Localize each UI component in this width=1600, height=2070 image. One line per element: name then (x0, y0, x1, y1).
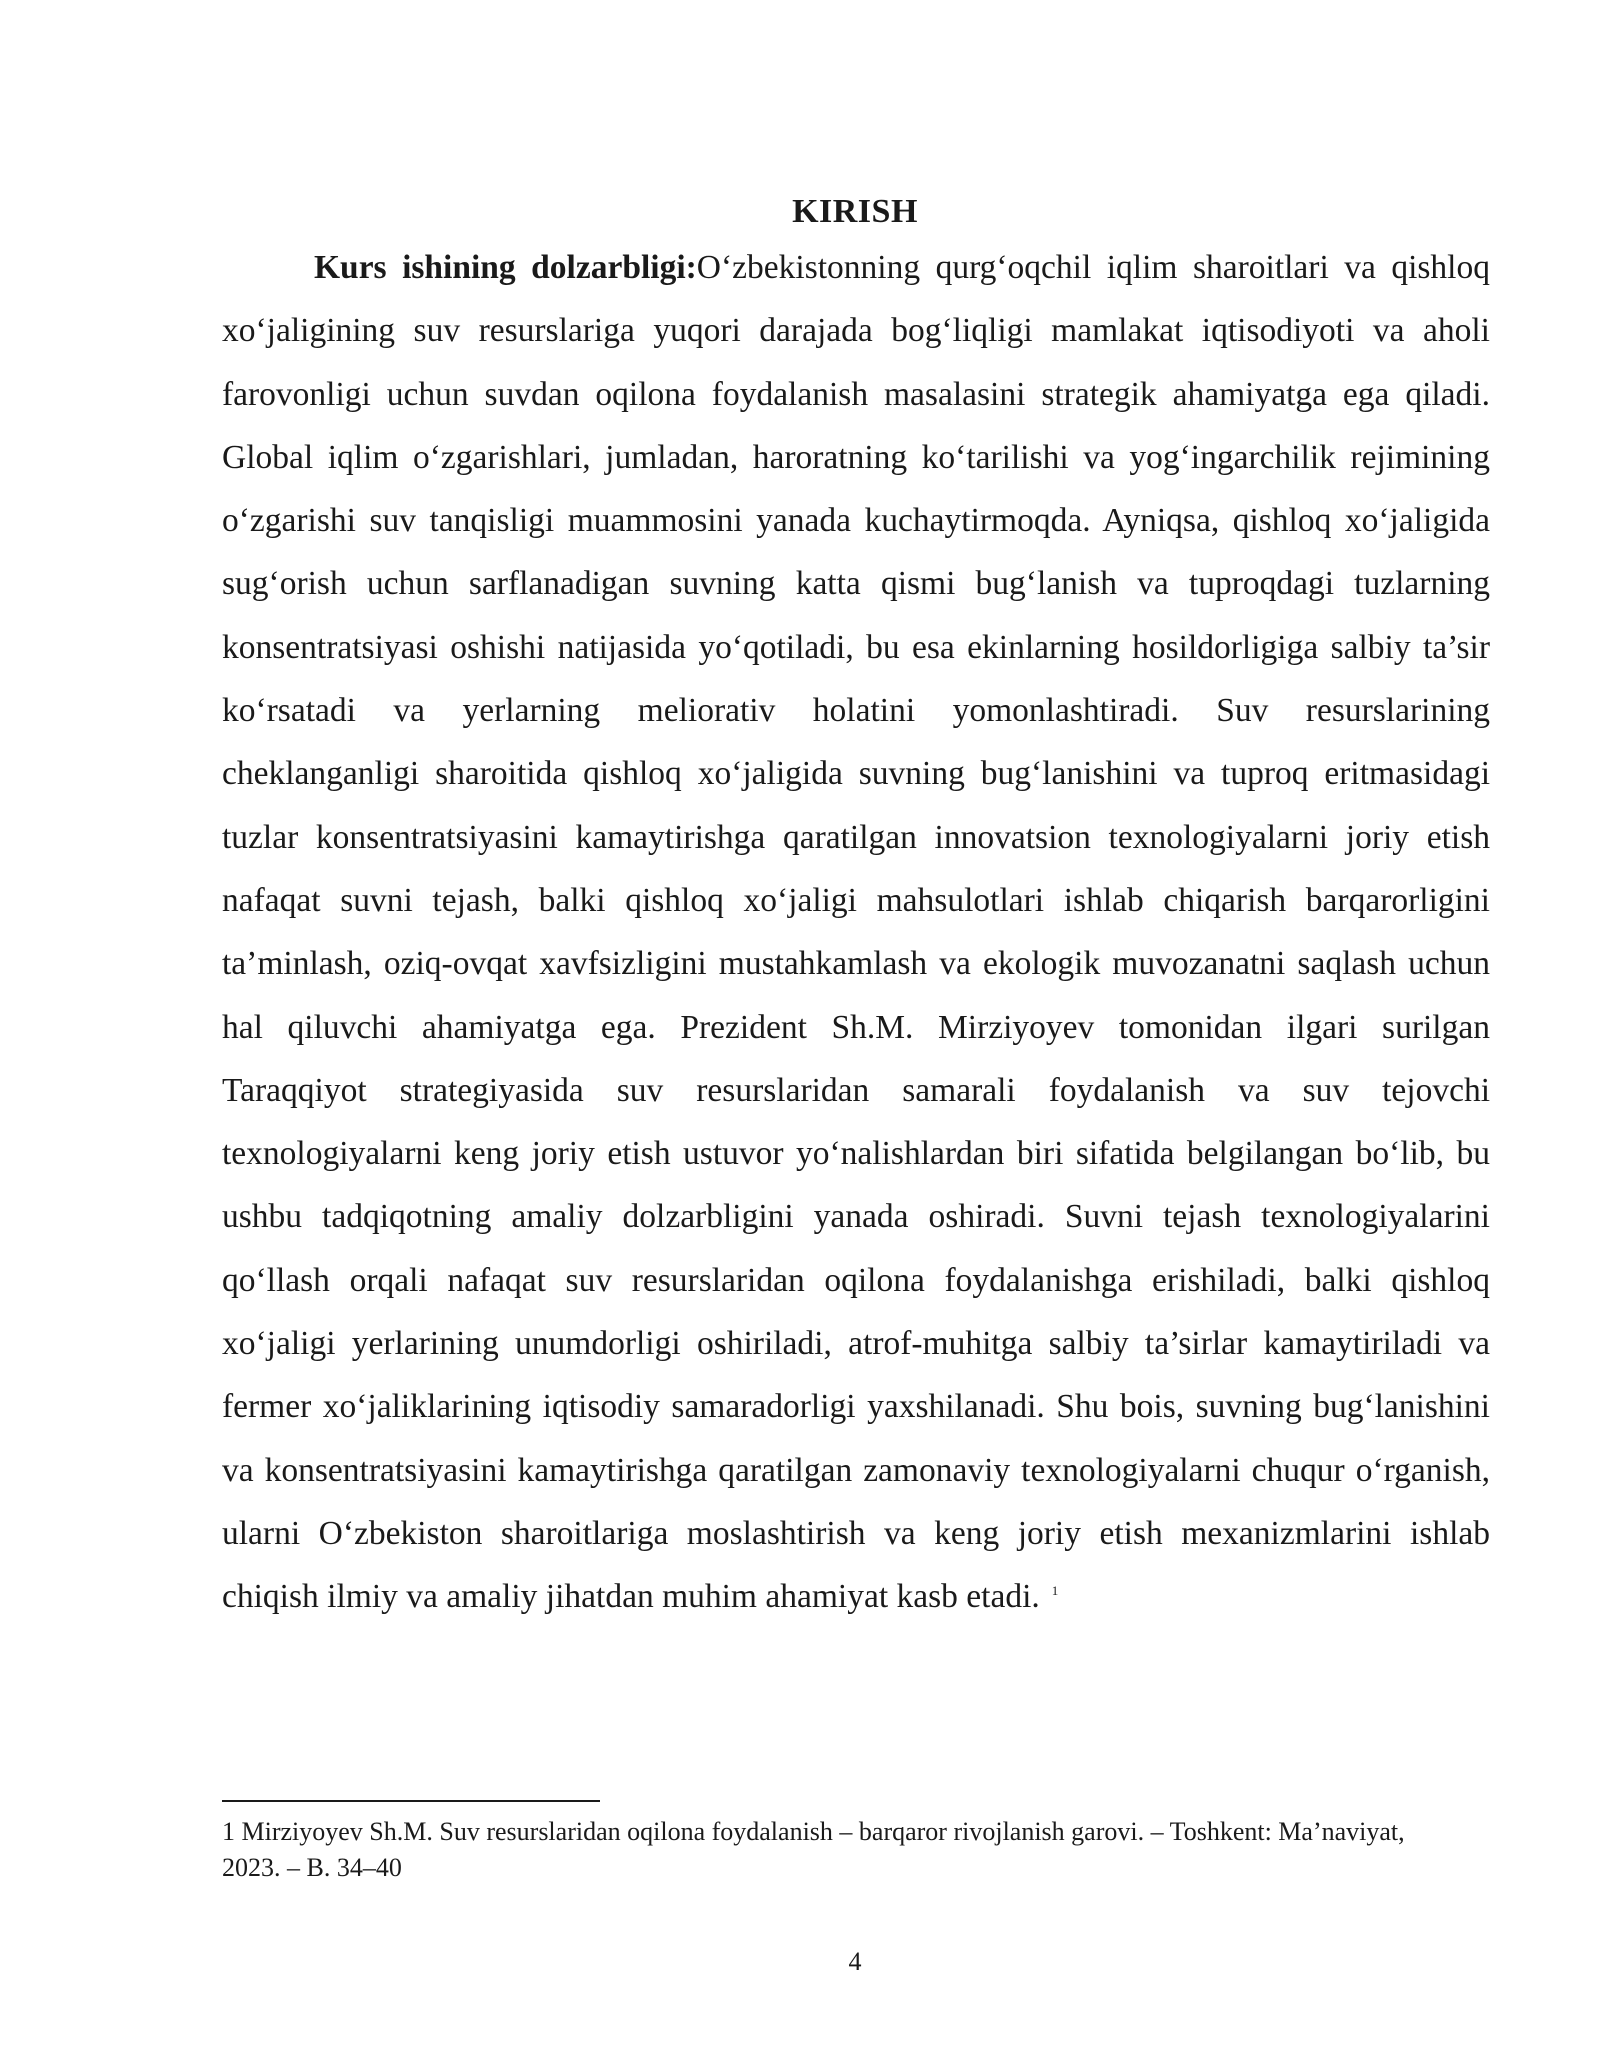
page-number: 4 (848, 1947, 862, 1976)
body-text: O‘zbekistonning qurg‘oqchil iqlim sharoitlari va qishloq xo‘jaligining suv resurslariga yuqori darajada bog‘liqligi mamlakat iqtisodiyoti va aholi farovonligi uchun suvdan oqilona foydalanish masalasini strategik ahamiyatga ega qiladi. Global iqlim o‘zgarishlari, jumladan, haroratning ko‘tarilishi va yog‘ingarchilik rejimining o‘zgarishi suv tanqisligi muammosini yanada kuchaytirmoqda. Ayniqsa, qishloq xo‘jaligida sug‘orish uchun sarflanadigan suvning katta qismi bug‘lanish va tuproqdagi tuzlarning konsentratsiyasi oshishi natijasida yo‘qotiladi, bu esa ekinlarning hosildorligiga salbiy ta’sir ko‘rsatadi va yerlarning meliorativ holatini yomonlashtiradi. Suv resurslarining cheklanganligi sharoitida qishloq xo‘jaligida suvning bug‘lanishini va tuproq eritmasidagi tuzlar konsentratsiyasini kamaytirishga qaratilgan innovatsion texnologiyalarni joriy etish nafaqat suvni tejash, balki qishloq xo‘jaligi mahsulotlari ishlab chiqarish barqarorligini ta’minlash, oziq-ovqat xavfsizligini mustahkamlash va ekologik muvozanatni saqlash uchun hal qiluvchi ahamiyatga ega. Prezident Sh.M. Mirziyoyev tomonidan ilgari surilgan Taraqqiyot strategiyasida suv resurslaridan samarali foydalanish va suv tejovchi texnologiyalarni keng joriy etish ustuvor yo‘nalishlardan biri sifatida belgilangan bo‘lib, bu ushbu tadqiqotning amaliy dolzarbligini yanada oshiradi. Suvni tejash texnologiyalarini qo‘llash orqali nafaqat suv resurslaridan oqilona foydalanishga erishiladi, balki qishloq xo‘jaligi yerlarining unumdorligi oshiriladi, atrof-muhitga salbiy ta’sirlar kamaytiriladi va fermer xo‘jaliklarining iqtisodiy samaradorligi yaxshilanadi. Shu bois, suvning bug‘lanishini va konsentratsiyasini kamaytirishga qaratilgan zamonaviy texnologiyalarni chuqur o‘rganish, ularni O‘zbekiston sharoitlariga moslashtirish va keng joriy etish mexanizmlarini ishlab chiqish ilmiy va amaliy jihatdan muhim ahamiyat kasb etadi. (222, 249, 1490, 1616)
footnote-number: 1 (222, 1817, 235, 1846)
footnote (222, 1814, 1422, 1886)
body-paragraph (222, 236, 1490, 1629)
footnote-text: Mirziyoyev Sh.M. Suv resurslaridan oqilona foydalanish – barqaror rivojlanish garovi. – Toshkent: Ma’naviyat, 2023. – B. 34–40 (222, 1817, 1405, 1882)
footnote-separator (222, 1800, 600, 1802)
lead-label: Kurs ishining dolzarbligi: (314, 249, 697, 286)
footnote-reference[interactable]: 1 (1051, 1583, 1059, 1599)
page-title: KIRISH (792, 193, 918, 230)
